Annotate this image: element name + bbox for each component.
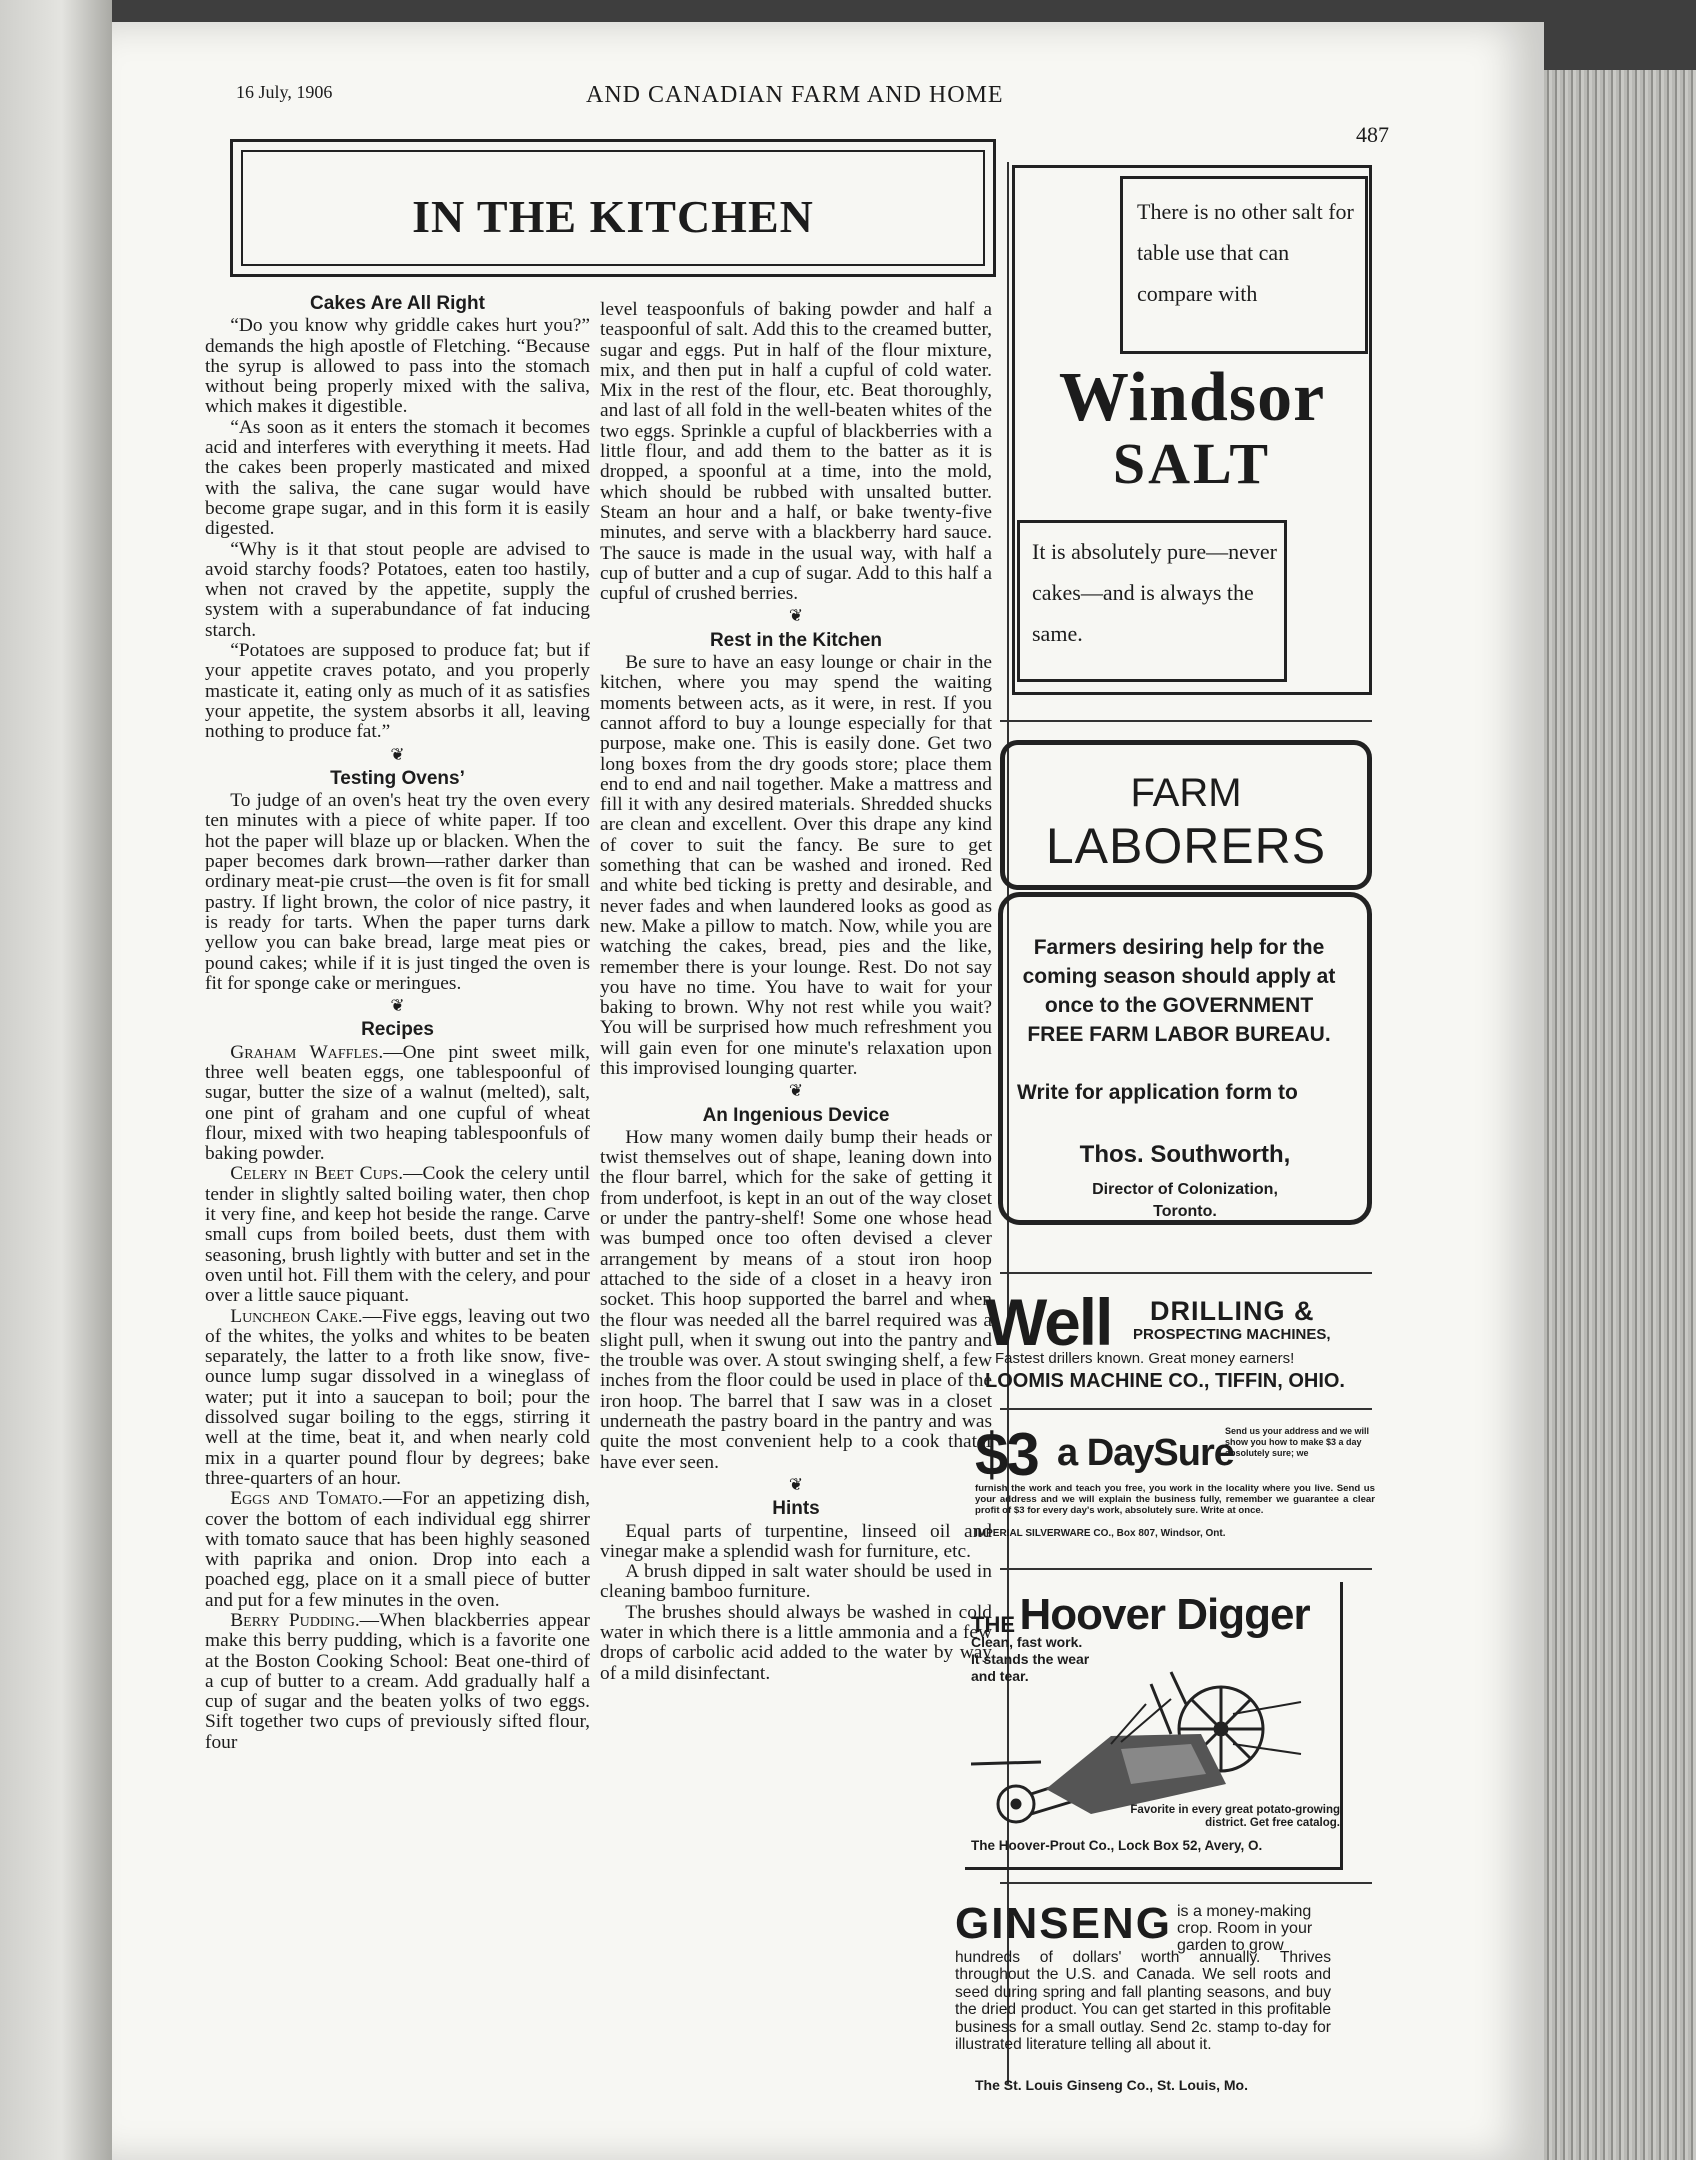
hoover-the: THE bbox=[971, 1611, 1015, 1637]
dollar-headline: a DaySure bbox=[1057, 1432, 1234, 1474]
ginseng-side-text: is a money-making crop. Room in your garden to grow bbox=[1177, 1903, 1313, 1954]
ginseng-word: GINSENG bbox=[955, 1899, 1172, 1948]
berry-pudding-continued: level teaspoonfuls of baking powder and half a teaspoonful of salt. Add this to the creamed butter, sugar and eggs. Put in half of the flour mixture, mix, and then put in half a cupful of cold water. Mix in the rest of the flour, etc. Beat thoroughly, and last of all fold in the well-beaten whites of the two eggs. Sprinkle a cupful of blackberries with a little flour, and add them to the batter as it is dropped, a spoonful at a time, into the mold, which should be rubbed with unsalted butter. Steam an hour and a half, or bake twenty-five minutes, and serve with a blackberry hard sauce. The sauce is made in the usual way, with half a cup of butter and a cup of sugar. Add to this half a cupful of crushed berries. bbox=[600, 299, 992, 605]
ad-three-dollars-a-day bbox=[975, 1420, 1375, 1560]
banner-inner-frame bbox=[241, 150, 985, 266]
ornament-icon: ❦ bbox=[788, 606, 804, 626]
ginseng-body-text: hundreds of dollars' worth annually. Thrives throughout the U.S. and Canada. We sell roots and seed during spring and fall planting seasons, and buy the dried product. You can get started in this profitable business for a small outlay. Send 2c. stamp to-day for illustrated literature telling all about it. bbox=[955, 1949, 1331, 2054]
cakes-paragraph-1: “Do you know why griddle cakes hurt you?” demands the high apostle of Fletching. “Because the syrup is allowed to pass into the stomach without being properly mixed with the saliva, which makes it digestible. bbox=[205, 315, 590, 418]
well-line-1: DRILLING & bbox=[1150, 1296, 1315, 1326]
well-line-3: Fastest drillers known. Great money earners! bbox=[995, 1350, 1295, 1367]
dollar-company: IMPERIAL SILVERWARE CO., Box 807, Windsor, Ont. bbox=[975, 1528, 1226, 1539]
recipe-title: Eggs and Tomato. bbox=[230, 1488, 383, 1510]
book-page-edges bbox=[1544, 70, 1696, 2160]
cakes-heading: Cakes Are All Right bbox=[310, 293, 485, 314]
ad-divider bbox=[1000, 1568, 1372, 1570]
recipe-text: —Five eggs, leaving out two of the whites, the yolks and whites to be beaten separately, the latter to a froth like snow, five-ounce lump sugar dissolved in a wineglass of water; put it into a saucepan to boil; pour the dissolved sugar boiling to the eggs, stirring it well at the time, beat it, and when nearly cold mix in a quarter pound flour by degrees; bake three-quarters of an hour. bbox=[205, 1305, 590, 1489]
ad-divider bbox=[1000, 1272, 1372, 1274]
recipe-eggs-tomato bbox=[205, 1489, 590, 1611]
farm-body-box bbox=[998, 892, 1372, 1225]
device-paragraph: How many women daily bump their heads or twist themselves out of shape, leaning down into the flour barrel, which for the sake of getting it from underfoot, is kept in an out of the way closet or under the pantry-shelf! Some one whose head was bumped once too often devised a clever arrangement by means of a stout iron hoop attached to the side of a closet in a heavy iron socket. This hoop supported the barrel and when the flour was needed all the barrel required was a slight pull, when it swung out into the pantry and the trouble was over. A stout swinging shelf, a few inches from the floor could be used in place of the iron hoop. The barrel that I saw was in a closet underneath the pastry board in the pantry and was quite the most convenient help to a cook that I have ever seen. bbox=[600, 1126, 992, 1473]
recipe-text: —For an appetizing dish, cover the bottom of each individual egg shirrer with tomato sauce that has been highly seasoned with paprika and onion. Drop into each a poached egg, place on it a small piece of butter and put for a few minutes in the oven. bbox=[205, 1488, 590, 1611]
dollar-amount: $3 bbox=[975, 1421, 1038, 1488]
section-title: IN THE KITCHEN bbox=[412, 191, 814, 242]
hints-paragraph-3: The brushes should always be washed in cold water in which there is a little ammonia and a few drops of carbolic acid added to the water by way of a mild disinfectant. bbox=[600, 1601, 992, 1684]
dollar-side-text: Send us your address and we will show you how to make $3 a day absolutely sure; we bbox=[1225, 1426, 1370, 1458]
header-journal-title: AND CANADIAN FARM AND HOME bbox=[586, 82, 1004, 108]
well-line-2: PROSPECTING MACHINES, bbox=[1133, 1326, 1331, 1343]
ad-farm-laborers bbox=[1000, 740, 1372, 1225]
ad-hoover-digger bbox=[965, 1582, 1343, 1870]
farm-title-box bbox=[1000, 740, 1372, 890]
recipe-text: —When blackberries appear make this berry pudding, which is a favorite one at the Boston Cooking School: Beat one-third of a cup of butter to a cream. Add gradually half a cup of sugar and the beaten yolks of two eggs. Sift together two cups of previously sifted flour, four bbox=[205, 1610, 590, 1753]
recipe-title: Berry Pudding. bbox=[230, 1610, 360, 1631]
ornament-icon: ❦ bbox=[390, 744, 405, 764]
recipe-graham-waffles bbox=[205, 1043, 590, 1165]
rest-paragraph: Be sure to have an easy lounge or chair in the kitchen, where you may spend the waiting moments between acts, as it were, in rest. If you cannot afford to buy a lounge especially for that purpose, make one. This is easily done. Get two long boxes from the dry goods store; place them end to end and nail together. Make a mattress and fill it with any desired materials. Shredded shucks are clean and excellent. Over this drape any kind of cover to suit the fancy. Be sure to get something that can be washed and ironed. Red and white bed ticking is pretty and desirable, and never fades and when laundered looks as good as new. Make a pillow to match. Now, while you are watching the cakes, bread, pies and the like, remember there is your lounge. Rest. Do not say you have no time. You have to wait for your baking to brown. Why not rest while you wait? You will be surprised how much refreshment you will gain even for one minute's relaxation upon this improvised lounging quarter. bbox=[600, 652, 992, 1079]
recipe-text: —One pint sweet milk, three well beaten eggs, one tablespoonful of sugar, butter the size of a walnut (melted), salt, one pint of graham and one cupful of wheat flour, mixed with two heaping tablespoonfuls of baking powder. bbox=[205, 1041, 590, 1165]
dollar-body-text: furnish the work and teach you free, you work in the locality where you live. Send us your address and we will explain the business fully, remember we guarantee a clear profit of $3 for every day's work, absolutely sure. Write at once. bbox=[975, 1483, 1375, 1516]
rest-heading: Rest in the Kitchen bbox=[709, 629, 883, 651]
farm-title-line-2: LABORERS bbox=[1045, 818, 1327, 874]
recipe-berry-pudding bbox=[205, 1611, 590, 1753]
hoover-company: The Hoover-Prout Co., Lock Box 52, Avery, O. bbox=[971, 1838, 1263, 1853]
article-column-2 bbox=[600, 300, 992, 1684]
well-big-word: Well bbox=[985, 1285, 1112, 1359]
ad-divider bbox=[1000, 1408, 1372, 1410]
salt-bottom-text: It is absolutely pure—never cakes—and is always the same. bbox=[1017, 520, 1287, 682]
salt-brand-name: Windsor bbox=[1058, 359, 1326, 436]
farm-city: Toronto. bbox=[1153, 1203, 1217, 1220]
recipe-celery-beet-cups bbox=[205, 1164, 590, 1306]
article-column-1 bbox=[205, 290, 590, 1753]
ornament-icon: ❦ bbox=[390, 996, 405, 1016]
ovens-heading: Testing Ovensʼ bbox=[330, 767, 465, 789]
salt-top-text: There is no other salt for table use that can compare with bbox=[1120, 176, 1368, 354]
ginseng-company: The St. Louis Ginseng Co., St. Louis, Mo. bbox=[975, 2077, 1248, 2093]
previous-page-edge bbox=[0, 0, 112, 2160]
cakes-paragraph-2: “As soon as it enters the stomach it becomes acid and interferes with everything it meets. Had the cakes been properly masticated and mixed with the saliva, the cane sugar would have become grape sugar, and in this form it is easily digested. bbox=[205, 416, 590, 540]
ad-well-drilling bbox=[985, 1285, 1375, 1405]
farm-write-text: Write for application form to bbox=[1017, 1081, 1298, 1104]
hoover-name: Hoover Digger bbox=[1019, 1590, 1310, 1639]
recipe-title: Graham Waffles. bbox=[230, 1041, 384, 1063]
farm-contact-role bbox=[1003, 1179, 1367, 1223]
ovens-paragraph: To judge of an oven's heat try the oven every ten minutes with a piece of white paper. If too hot the paper will blaze up or blacken. When the paper becomes dark brown—rather darker than ordinary meat-pie crust—the oven is fit for small pastry. If light brown, the color of nice pastry, it is ready for tarts. When the paper turns dark yellow you can bake bread, large meat pies or pound cakes; while if it is just tinged the oven is fit for sponge cake or meringues. bbox=[205, 790, 590, 994]
recipe-title: Luncheon Cake. bbox=[230, 1305, 363, 1327]
farm-contact-name: Thos. Southworth, bbox=[1079, 1141, 1291, 1168]
ad-divider bbox=[1000, 1882, 1372, 1884]
ad-divider bbox=[1000, 720, 1372, 722]
hints-paragraph-1: Equal parts of turpentine, linseed oil and vinegar make a splendid wash for furniture, etc. bbox=[600, 1520, 992, 1562]
cakes-paragraph-3: “Why is it that stout people are advised to avoid starchy foods? Potatoes, eaten too hastily, when not craved by the appetite, supply the system with a superabundance of fat inducing starch. bbox=[205, 538, 590, 641]
hoover-description: Clean, fast work. It stands the wear and tear. bbox=[971, 1634, 1090, 1684]
header-date: 16 July, 1906 bbox=[236, 82, 333, 102]
hoover-title bbox=[971, 1590, 1310, 1640]
ornament-icon: ❦ bbox=[788, 1474, 804, 1494]
hoover-favorite-text: Favorite in every great potato-growing district. Get free catalog. bbox=[1130, 1804, 1340, 1829]
recipe-title: Celery in Beet Cups. bbox=[230, 1163, 404, 1185]
well-line-4: LOOMIS MACHINE CO., TIFFIN, OHIO. bbox=[985, 1370, 1345, 1392]
device-heading: An Ingenious Device bbox=[702, 1104, 890, 1126]
recipe-luncheon-cake bbox=[205, 1307, 590, 1490]
ornament-icon: ❦ bbox=[788, 1081, 804, 1101]
section-banner bbox=[230, 139, 996, 277]
farm-title-line-1: FARM bbox=[1130, 771, 1242, 815]
recipe-text: —Cook the celery until tender in slightly salted boiling water, then chop it very fine, and keep hot beside the range. Carve small cups from boiled beets, dust them with seasoning, brush lightly with butter and set in the oven until hot. Fill them with the celery, and pour over a little sauce piquant. bbox=[205, 1163, 590, 1307]
cakes-paragraph-4: “Potatoes are supposed to produce fat; but if your appetite craves potato, and you properly masticate it, eating only as much of it as satisfies your appetite, the system absorbs it all, leaving nothing to produce fat.” bbox=[205, 640, 590, 743]
salt-brand-product: SALT bbox=[1112, 431, 1272, 496]
hints-paragraph-2: A brush dipped in salt water should be used in cleaning bamboo furniture. bbox=[600, 1561, 992, 1603]
farm-role: Director of Colonization, bbox=[1092, 1181, 1278, 1198]
hints-heading: Hints bbox=[772, 1498, 820, 1520]
recipes-heading: Recipes bbox=[361, 1019, 434, 1041]
ad-ginseng bbox=[955, 1899, 1345, 2095]
farm-body-text: Farmers desiring help for the coming season should apply at once to the GOVERNMENT FREE FARM LABOR BUREAU. bbox=[1022, 936, 1336, 1046]
ad-windsor-salt bbox=[1012, 165, 1372, 695]
page-number: 487 bbox=[1356, 122, 1389, 147]
